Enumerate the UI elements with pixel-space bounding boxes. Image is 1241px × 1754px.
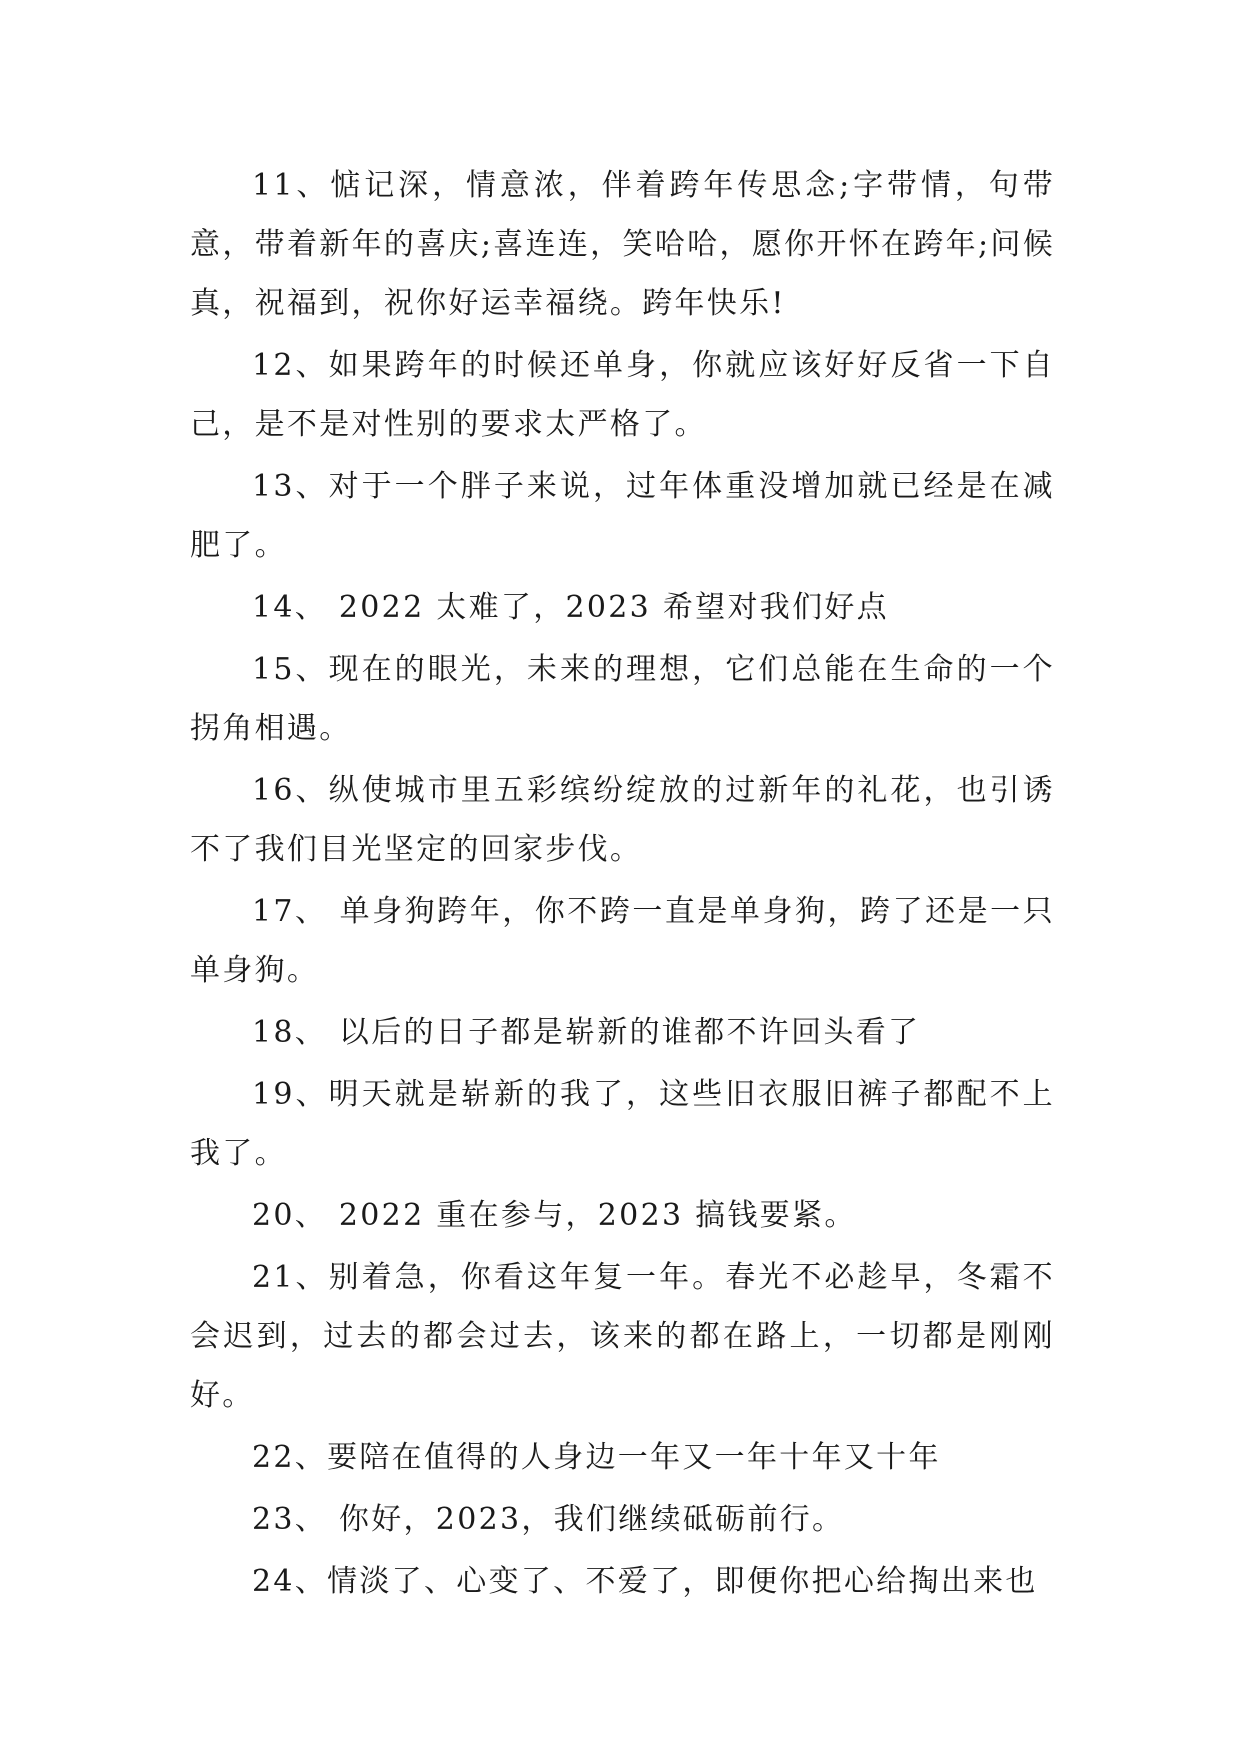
paragraph-24: 24、情淡了、心变了、不爱了，即便你把心给掏出来也 <box>252 1564 1038 1599</box>
paragraph-22: 22、要陪在值得的人身边一年又一年十年又十年 <box>252 1440 941 1475</box>
paragraph-18: 18、 以后的日子都是崭新的谁都不许回头看了 <box>252 1015 921 1050</box>
paragraph-17: 17、 单身狗跨年，你不跨一直是单身狗，跨了还是一只单身狗。 <box>190 894 1055 988</box>
paragraph-13: 13、对于一个胖子来说，过年体重没增加就已经是在减肥了。 <box>190 469 1055 563</box>
paragraph-11: 11、惦记深，情意浓，伴着跨年传思念;字带情，句带意，带着新年的喜庆;喜连连，笑哈哈，愿你开怀在跨年;问候真，祝福到，祝你好运幸福绕。跨年快乐! <box>190 168 1055 321</box>
paragraph-12: 12、如果跨年的时候还单身，你就应该好好反省一下自己，是不是对性别的要求太严格了。 <box>190 348 1055 442</box>
paragraph-15: 15、现在的眼光，未来的理想，它们总能在生命的一个拐角相遇。 <box>190 652 1055 746</box>
paragraph-20: 20、 2022 重在参与，2023 搞钱要紧。 <box>252 1198 857 1233</box>
paragraph-16: 16、纵使城市里五彩缤纷绽放的过新年的礼花，也引诱不了我们目光坚定的回家步伐。 <box>190 773 1055 867</box>
paragraph-14: 14、 2022 太难了，2023 希望对我们好点 <box>252 590 889 625</box>
document-page <box>190 156 1055 1614</box>
paragraph-21: 21、别着急，你看这年复一年。春光不必趁早，冬霜不会迟到，过去的都会过去，该来的都在路上，一切都是刚刚好。 <box>190 1260 1055 1413</box>
paragraph-23: 23、 你好，2023，我们继续砥砺前行。 <box>252 1502 845 1537</box>
paragraph-19: 19、明天就是崭新的我了，这些旧衣服旧裤子都配不上我了。 <box>190 1077 1055 1171</box>
